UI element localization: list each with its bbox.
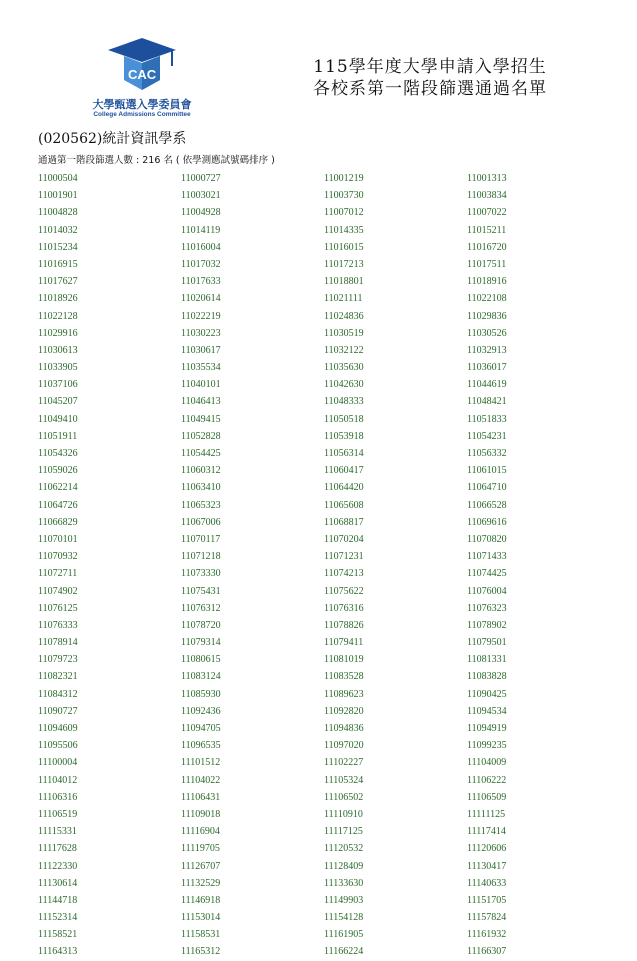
exam-id-cell: 11092436 (181, 705, 221, 717)
exam-id-cell: 11111125 (467, 808, 506, 820)
exam-id-cell: 11072711 (38, 568, 78, 580)
exam-id-list (38, 170, 608, 961)
exam-id-cell: 11068817 (324, 516, 364, 528)
exam-id-cell: 11116904 (181, 826, 220, 838)
exam-id-cell: 11035534 (181, 362, 221, 374)
exam-id-cell: 11030519 (324, 327, 364, 339)
exam-id-cell: 11004828 (38, 207, 78, 219)
exam-id-cell: 11065323 (181, 499, 221, 511)
exam-id-cell: 11064420 (324, 482, 364, 494)
exam-id-cell: 11052828 (181, 430, 221, 442)
exam-id-cell: 11090727 (38, 705, 78, 717)
exam-id-cell: 11033905 (38, 362, 78, 374)
exam-id-cell: 11018916 (467, 276, 507, 288)
exam-id-cell: 11042630 (324, 379, 364, 391)
exam-id-cell: 11030613 (38, 344, 78, 356)
exam-id-cell: 11062214 (38, 482, 78, 494)
exam-id-cell: 11083124 (181, 671, 221, 683)
exam-id-cell: 11133630 (324, 877, 364, 889)
exam-id-cell: 11030617 (181, 344, 221, 356)
exam-id-cell: 11076333 (38, 619, 78, 631)
exam-id-cell: 11069616 (467, 516, 507, 528)
exam-id-cell: 11061015 (467, 465, 507, 477)
exam-id-cell: 11017633 (181, 276, 221, 288)
exam-id-cell: 11106316 (38, 791, 78, 803)
exam-id-cell: 11022128 (38, 310, 78, 322)
exam-id-cell: 11120606 (467, 843, 507, 855)
exam-id-cell: 11132529 (181, 877, 221, 889)
exam-id-cell: 11074902 (38, 585, 78, 597)
title-line-1: 115學年度大學申請入學招生 (313, 57, 547, 77)
exam-id-cell: 11066528 (467, 499, 507, 511)
exam-id-cell: 11024836 (324, 310, 364, 322)
exam-id-cell: 11054425 (181, 448, 221, 459)
exam-id-cell: 11158531 (181, 929, 221, 941)
exam-id-cell: 11076323 (467, 602, 507, 614)
exam-id-cell: 11060312 (181, 465, 221, 477)
exam-id-cell: 11117125 (324, 826, 363, 838)
exam-id-cell: 11144718 (38, 894, 78, 906)
exam-id-cell: 11130417 (467, 860, 507, 872)
exam-id-cell: 11101512 (181, 757, 221, 769)
exam-id-cell: 11154128 (324, 912, 364, 924)
exam-id-cell: 11067006 (181, 516, 221, 528)
exam-id-cell: 11017511 (467, 258, 507, 270)
exam-id-cell: 11094534 (467, 705, 507, 717)
logo-name-en: College Admissions Committee (93, 111, 191, 118)
exam-id-cell: 11161932 (467, 929, 507, 941)
exam-id-cell: 11120532 (324, 843, 364, 855)
exam-id-cell: 11032913 (467, 344, 507, 356)
exam-id-cell: 11079501 (467, 637, 507, 649)
exam-id-cell: 11004928 (181, 207, 221, 219)
exam-id-cell: 11074213 (324, 568, 364, 580)
exam-id-cell: 11017627 (38, 276, 78, 288)
exam-id-cell: 11096535 (181, 740, 221, 752)
exam-id-cell: 11104009 (467, 757, 507, 769)
exam-id-cell: 11094705 (181, 723, 221, 734)
document-title (280, 56, 580, 100)
exam-id-cell: 11130614 (38, 877, 78, 889)
exam-id-cell: 11071218 (181, 551, 221, 563)
exam-id-cell: 11014119 (181, 224, 221, 236)
exam-id-cell: 11102227 (324, 757, 364, 769)
exam-id-cell: 11106431 (181, 791, 221, 803)
exam-id-cell: 11078914 (38, 637, 78, 649)
exam-id-cell: 11016004 (181, 241, 221, 253)
exam-id-cell: 11070204 (324, 533, 364, 545)
logo-letters: CAC (128, 67, 157, 82)
exam-id-cell: 11001313 (467, 173, 507, 184)
exam-id-cell: 11056332 (467, 448, 507, 459)
exam-id-cell: 11076004 (467, 585, 507, 597)
exam-id-cell: 11020614 (181, 293, 221, 305)
exam-id-cell: 11105324 (324, 774, 364, 786)
exam-id-cell: 11166307 (467, 946, 507, 958)
exam-id-cell: 11110910 (324, 808, 363, 820)
exam-id-cell: 11076125 (38, 602, 78, 614)
exam-id-cell: 11115331 (38, 826, 77, 838)
exam-id-cell: 11149903 (324, 894, 364, 906)
exam-id-cell: 11056314 (324, 448, 364, 459)
exam-id-cell: 11079411 (324, 637, 364, 649)
exam-id-cell: 11082321 (38, 671, 78, 683)
exam-id-cell: 11075431 (181, 585, 221, 597)
exam-id-cell: 11106222 (467, 774, 507, 786)
exam-id-cell: 11000504 (38, 173, 78, 184)
exam-id-cell: 11049415 (181, 413, 221, 425)
exam-id-cell: 11059026 (38, 465, 78, 477)
exam-id-cell: 11081331 (467, 654, 507, 666)
exam-id-cell: 11001219 (324, 173, 364, 184)
exam-id-cell: 11078826 (324, 619, 364, 631)
exam-id-cell: 11099235 (467, 740, 507, 752)
exam-id-cell: 11119705 (181, 843, 220, 855)
exam-id-cell: 11014032 (38, 224, 78, 236)
exam-id-cell: 11065608 (324, 499, 364, 511)
exam-id-cell: 11117414 (467, 826, 506, 838)
exam-id-cell: 11018926 (38, 293, 78, 305)
exam-id-cell: 11036017 (467, 362, 507, 374)
exam-id-cell: 11048333 (324, 396, 364, 408)
exam-id-cell: 11035630 (324, 362, 364, 374)
exam-id-cell: 11126707 (181, 860, 221, 872)
exam-id-cell: 11051911 (38, 430, 78, 442)
exam-id-cell: 11051833 (467, 413, 507, 425)
exam-id-cell: 11016720 (467, 241, 507, 253)
exam-id-cell: 11070117 (181, 533, 221, 545)
exam-id-cell: 11095506 (38, 740, 78, 752)
exam-id-cell: 11001901 (38, 190, 78, 202)
exam-id-cell: 11045207 (38, 396, 78, 408)
exam-id-cell: 11048421 (467, 396, 507, 408)
exam-id-cell: 11166224 (324, 946, 364, 958)
exam-id-cell: 11016015 (324, 241, 364, 253)
exam-id-cell: 11074425 (467, 568, 507, 580)
exam-id-cell: 11071231 (324, 551, 364, 563)
exam-id-cell: 11022108 (467, 293, 507, 305)
exam-id-cell: 11063410 (181, 482, 221, 494)
exam-id-cell: 11083528 (324, 671, 364, 683)
exam-id-cell: 11078720 (181, 619, 221, 631)
exam-id-cell: 11018801 (324, 276, 364, 288)
department-name: (020562)統計資訊學系 (38, 131, 187, 147)
exam-id-cell: 11076312 (181, 602, 221, 614)
exam-id-cell: 11075622 (324, 585, 364, 597)
exam-id-cell: 11161905 (324, 929, 364, 941)
exam-id-cell: 11003730 (324, 190, 364, 202)
exam-id-cell: 11081019 (324, 654, 364, 666)
exam-id-cell: 11066829 (38, 516, 78, 528)
exam-id-cell: 11076316 (324, 602, 364, 614)
exam-id-cell: 11152314 (38, 912, 78, 924)
exam-id-cell: 11070820 (467, 533, 507, 545)
exam-id-cell: 11064710 (467, 482, 507, 494)
exam-id-cell: 11017213 (324, 258, 364, 270)
exam-id-cell: 11079723 (38, 654, 78, 666)
exam-id-cell: 11164313 (38, 946, 78, 958)
pass-count: 通過第一階段篩選人數 : 216 名 ( 依學測應試號碼排序 ) (38, 155, 275, 166)
exam-id-cell: 11030223 (181, 327, 221, 339)
exam-id-cell: 11000727 (181, 173, 221, 184)
exam-id-cell: 11064726 (38, 499, 78, 511)
exam-id-cell: 11104022 (181, 774, 221, 786)
exam-id-cell: 11032122 (324, 344, 364, 356)
exam-id-cell: 11014335 (324, 224, 364, 236)
exam-id-cell: 11158521 (38, 929, 78, 941)
exam-id-cell: 11080615 (181, 654, 221, 666)
exam-id-cell: 11070932 (38, 551, 78, 563)
exam-id-cell: 11083828 (467, 671, 507, 683)
exam-id-cell: 11157824 (467, 912, 507, 924)
exam-id-cell: 11117628 (38, 843, 77, 855)
exam-id-cell: 11104012 (38, 774, 78, 786)
exam-id-cell: 11003834 (467, 190, 507, 202)
exam-id-cell: 11015234 (38, 241, 78, 253)
title-line-2: 各校系第一階段篩選通過名單 (313, 79, 547, 99)
exam-id-cell: 11084312 (38, 688, 78, 700)
exam-id-cell: 11070101 (38, 533, 78, 545)
exam-id-cell: 11073330 (181, 568, 221, 580)
exam-id-cell: 11003021 (181, 190, 221, 202)
exam-id-cell: 11049410 (38, 413, 78, 425)
exam-id-cell: 11071433 (467, 551, 507, 563)
exam-id-cell: 11017032 (181, 258, 221, 270)
exam-id-cell: 11153014 (181, 912, 221, 924)
exam-id-cell: 11016915 (38, 258, 78, 270)
exam-id-cell: 11109018 (181, 808, 221, 820)
exam-id-cell: 11022219 (181, 310, 221, 322)
cac-logo (82, 36, 202, 122)
exam-id-cell: 11146918 (181, 894, 221, 906)
exam-id-cell: 11090425 (467, 688, 507, 700)
exam-id-cell: 11053918 (324, 430, 364, 442)
exam-id-cell: 11054326 (38, 448, 78, 459)
logo-name-zh: 大學甄選入學委員會 (92, 98, 192, 111)
exam-id-cell: 11050518 (324, 413, 364, 425)
exam-id-cell: 11106519 (38, 808, 78, 820)
exam-id-cell: 11037106 (38, 379, 78, 391)
exam-id-cell: 11007012 (324, 207, 364, 219)
exam-id-cell: 11092820 (324, 705, 364, 717)
exam-id-cell: 11122330 (38, 860, 78, 872)
exam-id-cell: 11029916 (38, 327, 78, 339)
exam-id-cell: 11060417 (324, 465, 364, 477)
exam-id-cell: 11128409 (324, 860, 364, 872)
exam-id-cell: 11021111 (324, 293, 363, 305)
exam-id-cell: 11106509 (467, 791, 507, 803)
exam-id-cell: 11100004 (38, 757, 78, 769)
exam-id-cell: 11097020 (324, 740, 364, 752)
exam-id-cell: 11094609 (38, 723, 78, 734)
exam-id-cell: 11078902 (467, 619, 507, 631)
exam-id-cell: 11007022 (467, 207, 507, 219)
exam-id-cell: 11030526 (467, 327, 507, 339)
exam-id-cell: 11085930 (181, 688, 221, 700)
exam-id-cell: 11151705 (467, 894, 507, 906)
exam-id-cell: 11094919 (467, 723, 507, 734)
exam-id-cell: 11140633 (467, 877, 507, 889)
exam-id-cell: 11165312 (181, 946, 221, 958)
exam-id-cell: 11015211 (467, 224, 507, 236)
exam-id-cell: 11079314 (181, 637, 221, 649)
graduation-cap-logo-icon (106, 36, 178, 94)
exam-id-cell: 11040101 (181, 379, 221, 391)
exam-id-cell: 11094836 (324, 723, 364, 734)
exam-id-cell: 11044619 (467, 379, 507, 391)
exam-id-cell: 11046413 (181, 396, 221, 408)
exam-id-cell: 11106502 (324, 791, 364, 803)
exam-id-cell: 11029836 (467, 310, 507, 322)
exam-id-cell: 11054231 (467, 430, 507, 442)
exam-id-cell: 11089623 (324, 688, 364, 700)
